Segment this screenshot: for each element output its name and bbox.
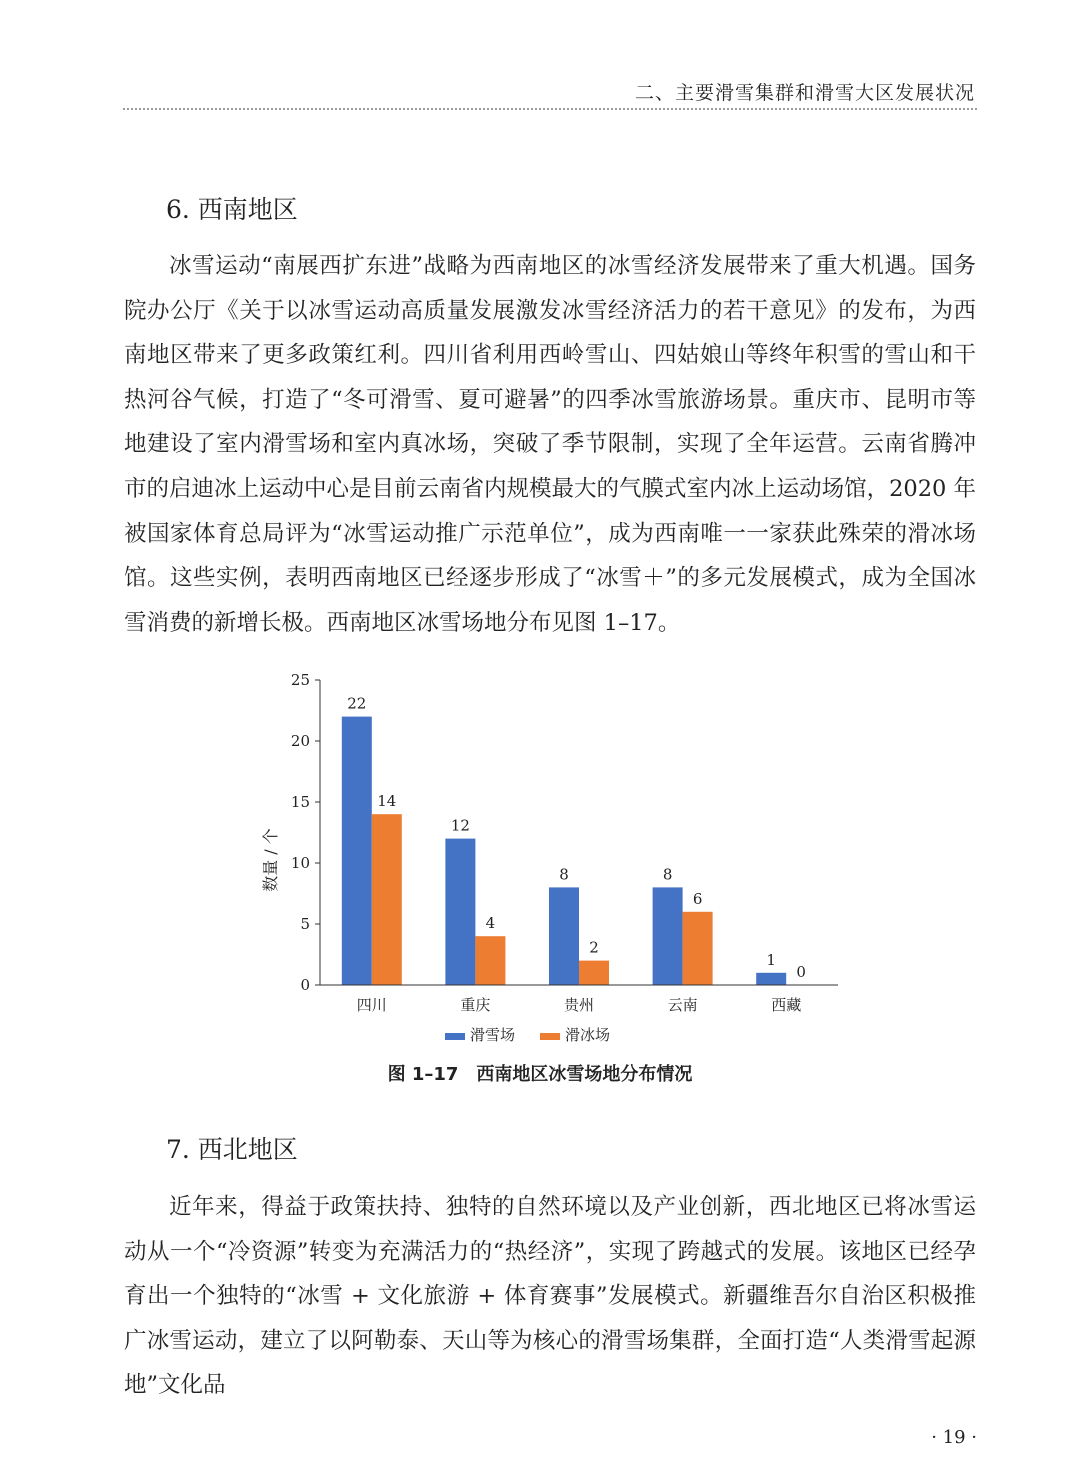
bar-ski [342, 717, 372, 985]
x-tick-label: 西藏 [771, 996, 802, 1014]
figure-caption: 图 1–17 西南地区冰雪场地分布情况 [387, 1064, 693, 1085]
legend-label: 滑冰场 [565, 1026, 611, 1044]
bar-skate [683, 912, 713, 985]
x-tick-label: 贵州 [563, 996, 595, 1014]
page-number: · 19 · [931, 1427, 977, 1448]
section-heading-northwest: 7. 西北地区 [166, 1135, 298, 1164]
running-header: 二、主要滑雪集群和滑雪大区发展状况 [634, 82, 975, 104]
data-label: 4 [485, 914, 496, 933]
section-heading-southwest: 6. 西南地区 [166, 195, 298, 224]
bar-skate [475, 936, 505, 985]
data-label: 14 [377, 792, 397, 811]
legend-label: 滑雪场 [470, 1026, 516, 1044]
data-label: 6 [692, 889, 703, 908]
x-tick-label: 四川 [356, 996, 387, 1014]
bar-skate [372, 814, 402, 985]
y-tick-label: 15 [290, 793, 310, 811]
data-label: 22 [347, 694, 367, 713]
y-tick-label: 20 [290, 732, 310, 750]
data-label: 8 [662, 865, 673, 884]
bar-chart [0, 660, 1080, 1060]
x-tick-label: 云南 [667, 996, 698, 1014]
data-label: 1 [766, 950, 776, 969]
bar-skate [579, 961, 609, 985]
data-label: 2 [589, 938, 599, 957]
bar-ski [653, 887, 683, 985]
y-axis-label: 数量 / 个 [261, 828, 280, 892]
x-tick-label: 重庆 [460, 996, 491, 1014]
y-tick-label: 25 [290, 671, 310, 689]
header-divider [123, 108, 977, 110]
chart-southwest-venues [0, 660, 1080, 1060]
data-label: 12 [450, 816, 470, 835]
bar-ski [756, 973, 786, 985]
y-axis [291, 671, 320, 994]
data-label: 8 [559, 865, 569, 884]
bars [342, 717, 786, 985]
paragraph-southwest: 冰雪运动“南展西扩东进”战略为西南地区的冰雪经济发展带来了重大机遇。国务院办公厅《关于以冰雪运动高质量发展激发冰雪经济活力的若干意见》的发布，为西南地区带来了更多政策红利。四川省利用西岭雪山、四姑娘山等终年积雪的雪山和干热河谷气候，打造了“冬可滑雪、夏可避暑”的四季冰雪旅游场景。重庆市、昆明市等地建设了室内滑雪场和室内真冰场，突破了季节限制，实现了全年运营。云南省腾冲市的启迪冰上运动中心是目前云南省内规模最大的气膜式室内冰上运动场馆，2020 年被国家体育总局评为“冰雪运动推广示范单位”，成为西南唯一一家获此殊荣的滑冰场馆。这些实例，表明西南地区已经逐步形成了“冰雪＋”的多元发展模式，成为全国冰雪消费的新增长极。西南地区冰雪场地分布见图 1–17。 [124, 253, 976, 636]
legend-swatch [540, 1033, 560, 1040]
y-tick-label: 10 [290, 854, 310, 872]
bar-ski [549, 887, 579, 985]
x-axis [320, 985, 838, 1014]
data-label: 0 [796, 963, 806, 981]
y-tick-label: 5 [300, 915, 310, 933]
legend-swatch [445, 1033, 465, 1040]
y-tick-label: 0 [300, 976, 310, 994]
bar-ski [445, 839, 475, 985]
paragraph-northwest: 近年来，得益于政策扶持、独特的自然环境以及产业创新，西北地区已将冰雪运动从一个“冷资源”转变为充满活力的“热经济”，实现了跨越式的发展。该地区已经孕育出一个独特的“冰雪 + 文化旅游 + 体育赛事”发展模式。新疆维吾尔自治区积极推广冰雪运动，建立了以阿勒泰、天山等为核心的滑雪场集群，全面打造“人类滑雪起源地”文化品 [124, 1194, 976, 1399]
legend [445, 1026, 610, 1044]
